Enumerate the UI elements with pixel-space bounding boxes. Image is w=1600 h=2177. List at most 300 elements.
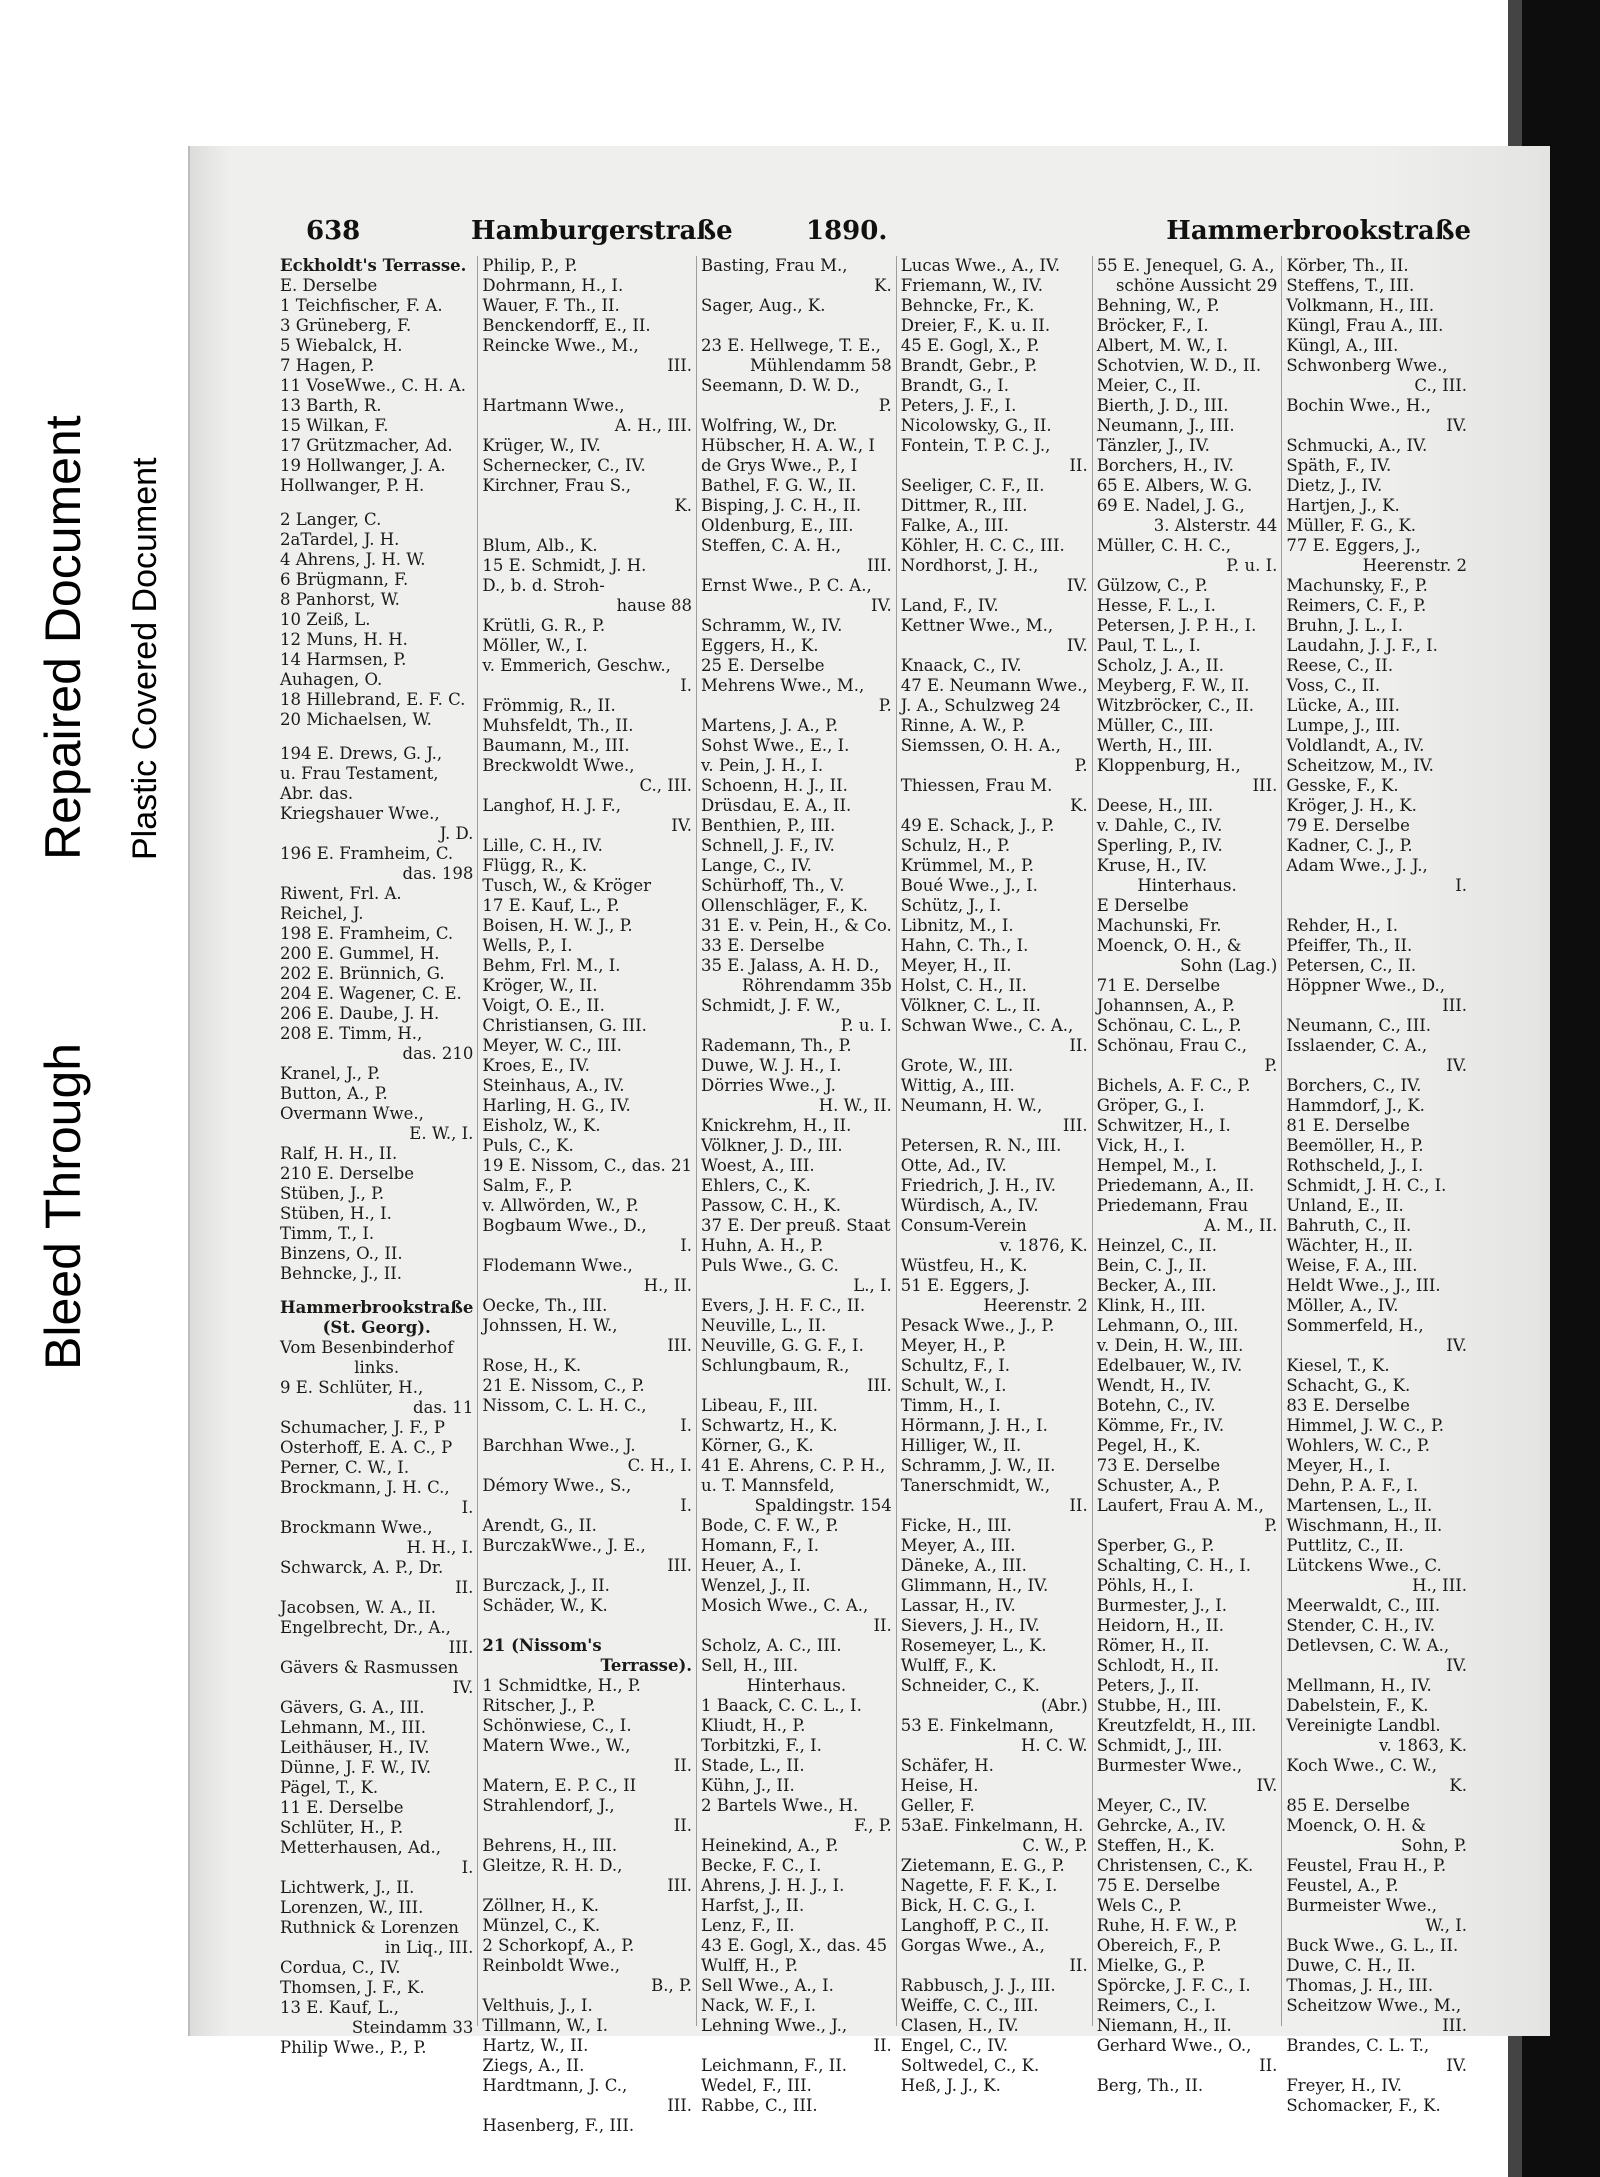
- directory-line: Volkmann, H., III.: [1286, 296, 1435, 315]
- directory-line: Timm, H., I.: [900, 1396, 1001, 1415]
- directory-line: Machunsky, F., P.: [1286, 576, 1428, 595]
- directory-line: K.: [874, 276, 892, 295]
- directory-line: Sohst Wwe., E., I.: [701, 736, 850, 755]
- directory-line: Huhn, A. H., P.: [701, 1236, 824, 1255]
- directory-line: 31 E. v. Pein, H., & Co.: [701, 916, 892, 935]
- directory-line: P.: [878, 396, 892, 415]
- directory-line: Wells, P., I.: [482, 936, 573, 955]
- directory-line: P.: [1264, 1516, 1278, 1535]
- directory-line: Démory Wwe., S.,: [482, 1476, 632, 1495]
- directory-line: Rose, H., K.: [482, 1356, 582, 1375]
- directory-line: Schmidt, J. F. W.,: [701, 996, 841, 1015]
- directory-line: 13 Barth, R.: [280, 396, 382, 415]
- directory-line: 73 E. Derselbe: [1096, 1456, 1221, 1475]
- directory-line: Rehder, H., I.: [1286, 916, 1398, 935]
- directory-line: Mielke, G., P.: [1096, 1956, 1206, 1975]
- directory-line: Krütli, G. R., P.: [482, 616, 606, 635]
- directory-line: Duwe, W. J. H., I.: [701, 1056, 842, 1075]
- directory-line: [280, 730, 473, 744]
- directory-line: Lassar, H., IV.: [900, 1596, 1016, 1615]
- directory-line: Pesack Wwe., J., P.: [900, 1316, 1055, 1335]
- directory-line: Muhsfeldt, Th., II.: [482, 716, 634, 735]
- directory-line: 41 E. Ahrens, C. P. H.,: [701, 1456, 886, 1475]
- page-number: 638: [306, 216, 361, 246]
- directory-line: Mehrens Wwe., M.,: [701, 676, 865, 695]
- directory-line: Paul, T. L., I.: [1096, 636, 1201, 655]
- directory-line: IV.: [1446, 2056, 1467, 2075]
- directory-line: Schäfer, H.: [900, 1756, 994, 1775]
- directory-line: Bichels, A. F. C., P.: [1096, 1076, 1251, 1095]
- directory-line: Kranel, J., P.: [280, 1064, 381, 1083]
- directory-line: Schmidt, J., III.: [1096, 1736, 1223, 1755]
- directory-line: Leichmann, F., II.: [701, 2056, 848, 2075]
- directory-line: Ralf, H. H., II.: [280, 1144, 398, 1163]
- directory-line: Borchers, C., IV.: [1286, 1076, 1422, 1095]
- directory-line: 3 Grüneberg, F.: [280, 316, 412, 335]
- directory-line: (St. Georg).: [322, 1318, 431, 1337]
- directory-line: 198 E. Framheim, C.: [280, 924, 454, 943]
- directory-line: 3. Alsterstr. 44: [1153, 516, 1278, 535]
- directory-line: Eggers, H., K.: [701, 636, 819, 655]
- directory-line: II.: [873, 1616, 892, 1635]
- directory-line: Terrasse).: [600, 1656, 693, 1675]
- directory-line: Hilliger, W., II.: [900, 1436, 1022, 1455]
- directory-line: Kiesel, T., K.: [1286, 1356, 1390, 1375]
- directory-line: Kirchner, Frau S.,: [482, 476, 631, 495]
- directory-line: 1 Baack, C. C. L., I.: [701, 1696, 862, 1715]
- directory-line: Binzens, O., II.: [280, 1244, 403, 1263]
- directory-line: 6 Brügmann, F.: [280, 570, 409, 589]
- directory-line: Beemöller, H., P.: [1286, 1136, 1424, 1155]
- directory-line: IV.: [1446, 416, 1467, 435]
- directory-line: Küngl, A., III.: [1286, 336, 1399, 355]
- directory-line: Land, F., IV.: [900, 596, 999, 615]
- directory-line: Burczack, J., II.: [482, 1576, 610, 1595]
- directory-line: Späth, F., IV.: [1286, 456, 1392, 475]
- directory-line: 79 E. Derselbe: [1286, 816, 1410, 835]
- directory-line: Stade, L., II.: [701, 1756, 805, 1775]
- directory-line: Körner, G., K.: [701, 1436, 814, 1455]
- directory-line: Müller, F. G., K.: [1286, 516, 1417, 535]
- directory-line: Overmann Wwe.,: [280, 1104, 424, 1123]
- directory-line: Wenzel, J., II.: [701, 1576, 811, 1595]
- directory-line: Heerenstr. 2: [1362, 556, 1467, 575]
- directory-line: Schramm, J. W., II.: [900, 1456, 1056, 1475]
- directory-line: Grote, W., III.: [900, 1056, 1014, 1075]
- directory-line: Oldenburg, E., III.: [701, 516, 854, 535]
- annotation-labels: [14, 340, 189, 1370]
- directory-line: Basting, Frau M.,: [701, 256, 848, 275]
- directory-line: Philip Wwe., P., P.: [280, 2038, 427, 2057]
- directory-line: Martensen, L., II.: [1286, 1496, 1433, 1515]
- directory-line: Schacht, G., K.: [1286, 1376, 1411, 1395]
- directory-line: Scholz, A. C., III.: [701, 1636, 842, 1655]
- directory-line: Lumpe, J., III.: [1286, 716, 1401, 735]
- directory-line: Engel, C., IV.: [900, 2036, 1009, 2055]
- directory-line: Rosemeyer, L., K.: [900, 1636, 1047, 1655]
- directory-line: 14 Harmsen, P.: [280, 650, 407, 669]
- directory-line: Boué Wwe., J., I.: [900, 876, 1038, 895]
- directory-line: Holst, C. H., II.: [900, 976, 1027, 995]
- directory-line: 11 VoseWwe., C. H. A.: [280, 376, 466, 395]
- directory-line: I.: [680, 1496, 693, 1515]
- directory-line: Wächter, H., II.: [1286, 1236, 1413, 1255]
- directory-line: 49 E. Schack, J., P.: [900, 816, 1055, 835]
- directory-line: Bröcker, F., I.: [1096, 316, 1209, 335]
- directory-line: 206 E. Daube, J. H.: [280, 1004, 440, 1023]
- directory-line: Kriegshauer Wwe.,: [280, 804, 440, 823]
- directory-line: Niemann, H., II.: [1096, 2016, 1232, 2035]
- directory-line: Lenz, F., II.: [701, 1916, 795, 1935]
- directory-line: 18 Hillebrand, E. F. C.: [280, 690, 466, 709]
- directory-line: II.: [1069, 1036, 1088, 1055]
- directory-line: Möller, W., I.: [482, 636, 588, 655]
- directory-line: Petersen, C., II.: [1286, 956, 1417, 975]
- directory-line: H. W., II.: [818, 1096, 892, 1115]
- directory-line: Hardtmann, J. C.,: [482, 2076, 628, 2095]
- directory-line: Sell Wwe., A., I.: [701, 1976, 834, 1995]
- directory-line: Bode, C. F. W., P.: [701, 1516, 839, 1535]
- directory-line: Bisping, J. C. H., II.: [701, 496, 862, 515]
- directory-line: Benthien, P., III.: [701, 816, 836, 835]
- directory-line: Hinterhaus.: [1137, 876, 1237, 895]
- directory-line: 2 Bartels Wwe., H.: [701, 1796, 859, 1815]
- directory-line: 69 E. Nadel, J. G.,: [1096, 496, 1245, 515]
- directory-line: 19 Hollwanger, J. A.: [280, 456, 446, 475]
- directory-line: Heise, H.: [900, 1776, 979, 1795]
- directory-line: H. H., I.: [406, 1538, 474, 1557]
- directory-line: 17 E. Kauf, L., P.: [482, 896, 620, 915]
- directory-line: Ollenschläger, F., K.: [701, 896, 869, 915]
- directory-line: P. u. I.: [1226, 556, 1278, 575]
- directory-line: Reincke Wwe., M.,: [482, 336, 639, 355]
- directory-line: Pöhls, H., I.: [1096, 1576, 1194, 1595]
- directory-line: Rinne, A. W., P.: [900, 716, 1026, 735]
- directory-line: IV.: [671, 816, 693, 835]
- directory-line: Arendt, G., II.: [482, 1516, 597, 1535]
- directory-line: 19 E. Nissom, C., das. 21: [482, 1156, 693, 1175]
- directory-line: 5 Wiebalck, H.: [280, 336, 403, 355]
- directory-line: Kömme, Fr., IV.: [1096, 1416, 1225, 1435]
- directory-line: Kruse, H., IV.: [1096, 856, 1208, 875]
- directory-line: Botehn, C., IV.: [1096, 1396, 1216, 1415]
- directory-line: Gehrcke, A., IV.: [1096, 1816, 1227, 1835]
- directory-line: Baumann, M., III.: [482, 736, 630, 755]
- directory-line: Wulff, H., P.: [701, 1956, 798, 1975]
- directory-line: Hammdorf, J., K.: [1286, 1096, 1425, 1115]
- directory-line: Zöllner, H., K.: [482, 1896, 600, 1915]
- directory-line: Schlüter, H., P.: [280, 1818, 404, 1837]
- directory-line: v. Emmerich, Geschw.,: [482, 656, 671, 675]
- directory-line: 2 Langer, C.: [280, 510, 382, 529]
- directory-line: 77 E. Eggers, J.,: [1286, 536, 1421, 555]
- directory-line: Mellmann, H., IV.: [1286, 1676, 1432, 1695]
- directory-line: Burmester Wwe.,: [1096, 1756, 1243, 1775]
- directory-line: Eisholz, W., K.: [482, 1116, 601, 1135]
- directory-line: Heß, J. J., K.: [900, 2076, 1001, 2095]
- directory-line: Gävers, G. A., III.: [280, 1698, 425, 1717]
- directory-line: Hinterhaus.: [746, 1676, 847, 1695]
- directory-line: 45 E. Gogl, X., P.: [900, 336, 1040, 355]
- directory-line: II.: [1069, 1496, 1088, 1515]
- directory-line: P. u. I.: [840, 1016, 892, 1035]
- directory-line: 23 E. Hellwege, T. E.,: [701, 336, 881, 355]
- directory-line: Brockmann Wwe.,: [280, 1518, 433, 1537]
- directory-line: Schult, W., I.: [900, 1376, 1007, 1395]
- directory-line: Lehmann, O., III.: [1096, 1316, 1239, 1335]
- directory-line: 11 E. Derselbe: [280, 1798, 404, 1817]
- running-head-right: Hammerbrookstraße: [1166, 216, 1471, 246]
- directory-column-3: [697, 256, 897, 2115]
- directory-line: Mühlendamm 58: [750, 356, 892, 375]
- directory-line: Gävers & Rasmussen: [280, 1658, 459, 1677]
- directory-line: C., III.: [639, 776, 693, 795]
- directory-line: Neumann, J., III.: [1096, 416, 1235, 435]
- directory-line: Sohn, P.: [1401, 1836, 1467, 1855]
- directory-line: Borchers, H., IV.: [1096, 456, 1235, 475]
- directory-line: 17 Grützmacher, Ad.: [280, 436, 453, 455]
- directory-line: (Abr.): [1041, 1696, 1088, 1715]
- directory-line: C., III.: [1414, 376, 1467, 395]
- directory-line: 200 E. Gummel, H.: [280, 944, 440, 963]
- directory-line: Geller, F.: [900, 1796, 975, 1815]
- directory-line: BurczakWwe., J. E.,: [482, 1536, 646, 1555]
- directory-line: I.: [680, 1416, 693, 1435]
- directory-line: J. D.: [439, 824, 474, 843]
- directory-line: Peters, J. F., I.: [900, 396, 1017, 415]
- directory-line: Thomsen, J. F., K.: [280, 1978, 425, 1997]
- directory-line: Reimers, C. F., P.: [1286, 596, 1427, 615]
- directory-line: Meyer, C., IV.: [1096, 1796, 1208, 1815]
- directory-line: A. M., II.: [1204, 1216, 1278, 1235]
- directory-line: Kröger, J. H., K.: [1286, 796, 1417, 815]
- directory-line: Lehmann, M., III.: [280, 1718, 427, 1737]
- directory-line: Matern, E. P. C., II: [482, 1776, 637, 1795]
- directory-line: Kloppenburg, H.,: [1096, 756, 1241, 775]
- directory-line: Wendt, H., IV.: [1096, 1376, 1212, 1395]
- directory-line: Otte, Ad., IV.: [900, 1156, 1007, 1175]
- directory-line: Schlodt, H., II.: [1096, 1656, 1220, 1675]
- directory-line: Ruhe, H. F. W., P.: [1096, 1916, 1238, 1935]
- directory-line: P.: [1264, 1056, 1278, 1075]
- directory-line: [482, 376, 692, 396]
- directory-line: 21 E. Nissom, C., P.: [482, 1376, 645, 1395]
- directory-line: Meyer, W. C., III.: [482, 1036, 622, 1055]
- directory-line: [482, 516, 692, 536]
- directory-line: 1 Schmidtke, H., P.: [482, 1676, 641, 1695]
- directory-line: Rothscheld, J., I.: [1286, 1156, 1424, 1175]
- directory-line: Abr. das.: [280, 784, 354, 803]
- directory-line: Flügg, R., K.: [482, 856, 588, 875]
- directory-line: Lucas Wwe., A., IV.: [900, 256, 1061, 275]
- directory-line: Steffen, C. A. H.,: [701, 536, 842, 555]
- directory-line: Zietemann, E. G., P.: [900, 1856, 1065, 1875]
- directory-line: Sperling, P., IV.: [1096, 836, 1223, 855]
- directory-line: Dreier, F., K. u. II.: [900, 316, 1051, 335]
- directory-line: Hempel, M., I.: [1096, 1156, 1217, 1175]
- directory-line: Hartz, W., II.: [482, 2036, 589, 2055]
- directory-line: Schwarck, A. P., Dr.: [280, 1558, 444, 1577]
- directory-line: Ernst Wwe., P. C. A.,: [701, 576, 872, 595]
- directory-line: B., P.: [651, 1976, 693, 1995]
- directory-line: Hollwanger, P. H.: [280, 476, 425, 495]
- directory-line: Kettner Wwe., M.,: [900, 616, 1054, 635]
- directory-line: 83 E. Derselbe: [1286, 1396, 1410, 1415]
- directory-line: Dabelstein, F., K.: [1286, 1696, 1429, 1715]
- directory-line: H., II.: [643, 1276, 693, 1295]
- directory-line: [280, 1284, 473, 1298]
- directory-line: Adam Wwe., J. J.,: [1286, 856, 1428, 875]
- directory-line: Feustel, Frau H., P.: [1286, 1856, 1447, 1875]
- directory-line: Thomas, J. H., III.: [1286, 1976, 1434, 1995]
- directory-line: Strahlendorf, J.,: [482, 1796, 615, 1815]
- directory-line: Schwonberg Wwe.,: [1286, 356, 1448, 375]
- directory-line: Wittig, A., III.: [900, 1076, 1015, 1095]
- directory-line: Johannsen, A., P.: [1096, 996, 1235, 1015]
- directory-line: Detlevsen, C. W. A.,: [1286, 1636, 1450, 1655]
- directory-line: I.: [1455, 876, 1467, 895]
- directory-line: Sell, H., III.: [701, 1656, 799, 1675]
- directory-line: Neuville, G. G. F., I.: [701, 1336, 864, 1355]
- directory-line: Langhof, H. J. F.,: [482, 796, 622, 815]
- directory-line: Neuville, L., II.: [701, 1316, 827, 1335]
- directory-line: Sohn (Lag.): [1180, 956, 1278, 975]
- scanned-page: [188, 146, 1550, 2135]
- directory-line: 71 E. Derselbe: [1096, 976, 1221, 995]
- directory-line: [280, 496, 473, 510]
- directory-line: Meyer, H., I.: [1286, 1456, 1391, 1475]
- directory-line: III.: [667, 356, 693, 375]
- directory-line: 1 Teichfischer, F. A.: [280, 296, 443, 315]
- directory-line: v. Pein, J. H., I.: [701, 756, 824, 775]
- directory-line: Meyer, H., P.: [900, 1336, 1007, 1355]
- directory-line: IV.: [452, 1678, 474, 1697]
- directory-line: Laudahn, J. J. F., I.: [1286, 636, 1438, 655]
- directory-line: Voigt, O. E., II.: [482, 996, 605, 1015]
- directory-line: Schramm, W., IV.: [701, 616, 843, 635]
- directory-line: Schnell, J. F., IV.: [701, 836, 835, 855]
- directory-line: Libnitz, M., I.: [900, 916, 1014, 935]
- directory-line: u. T. Mannsfeld,: [701, 1476, 835, 1495]
- directory-line: Steindamm 33: [351, 2018, 474, 2037]
- directory-line: II.: [873, 2036, 892, 2055]
- directory-line: Petersen, J. P. H., I.: [1096, 616, 1257, 635]
- directory-line: Osterhoff, E. A. C., P: [280, 1438, 453, 1457]
- directory-line: Friedrich, J. H., IV.: [900, 1176, 1056, 1195]
- directory-line: 202 E. Brünnich, G.: [280, 964, 445, 983]
- directory-line: Barchhan Wwe., J.: [482, 1436, 636, 1455]
- directory-line: Meerwaldt, C., III.: [1286, 1596, 1441, 1615]
- directory-line: 75 E. Derselbe: [1096, 1876, 1221, 1895]
- directory-line: Meyer, A., III.: [900, 1536, 1016, 1555]
- directory-line: Schlungbaum, R.,: [701, 1356, 850, 1375]
- directory-line: 43 E. Gogl, X., das. 45: [701, 1936, 888, 1955]
- directory-line: Passow, C. H., K.: [701, 1196, 841, 1215]
- directory-line: Hübscher, H. A. W., I: [701, 436, 875, 455]
- directory-line: Petersen, R. N., III.: [900, 1136, 1062, 1155]
- directory-line: Münzel, C., K.: [482, 1916, 601, 1935]
- directory-line: III.: [1252, 776, 1278, 795]
- directory-line: Tanerschmidt, W.,: [900, 1476, 1051, 1495]
- directory-line: Kühn, J., II.: [701, 1776, 795, 1795]
- directory-line: Gerhard Wwe., O.,: [1096, 2036, 1252, 2055]
- directory-line: Burmester, J., I.: [1096, 1596, 1227, 1615]
- directory-line: 208 E. Timm, H.,: [280, 1024, 423, 1043]
- directory-line: Vick, H., I.: [1096, 1136, 1186, 1155]
- directory-line: Lehning Wwe., J.,: [701, 2016, 848, 2035]
- directory-line: II.: [673, 1756, 693, 1775]
- directory-line: Krümmel, M., P.: [900, 856, 1035, 875]
- directory-line: 9 E. Schlüter, H.,: [280, 1378, 424, 1397]
- directory-line: IV.: [1446, 1656, 1467, 1675]
- directory-line: Höppner Wwe., D.,: [1286, 976, 1446, 995]
- directory-line: Nack, W. F., I.: [701, 1996, 816, 2015]
- directory-line: Siemssen, O. H. A.,: [900, 736, 1061, 755]
- directory-line: Friemann, W., IV.: [900, 276, 1043, 295]
- directory-line: Schulz, H., P.: [900, 836, 1011, 855]
- directory-line: Lichtwerk, J., II.: [280, 1878, 415, 1897]
- directory-line: Dohrmann, H., I.: [482, 276, 624, 295]
- directory-line: Machunski, Fr.: [1096, 916, 1222, 935]
- directory-line: Römer, H., II.: [1096, 1636, 1210, 1655]
- directory-line: Hammerbrookstraße: [280, 1298, 474, 1317]
- directory-line: W., I.: [1425, 1916, 1467, 1935]
- directory-line: Cordua, C., IV.: [280, 1958, 401, 1977]
- directory-line: III.: [1442, 996, 1467, 1015]
- directory-line: Knaack, C., IV.: [900, 656, 1022, 675]
- directory-line: Sommerfeld, H.,: [1286, 1316, 1424, 1335]
- directory-line: Heinzel, C., II.: [1096, 1236, 1218, 1255]
- directory-line: III.: [667, 1556, 693, 1575]
- directory-line: III.: [667, 2096, 693, 2115]
- directory-line: Kröger, W., II.: [482, 976, 598, 995]
- directory-line: Kliudt, H., P.: [701, 1716, 806, 1735]
- directory-line: Pegel, H., K.: [1096, 1436, 1201, 1455]
- directory-line: I.: [680, 1236, 693, 1255]
- directory-line: Schoenn, H. J., II.: [701, 776, 848, 795]
- directory-line: Schwan Wwe., C. A.,: [900, 1016, 1074, 1035]
- directory-line: v. 1876, K.: [999, 1236, 1088, 1255]
- directory-line: Ehlers, C., K.: [701, 1176, 811, 1195]
- directory-line: P.: [1074, 756, 1088, 775]
- directory-line: P.: [878, 696, 892, 715]
- directory-line: K.: [674, 496, 693, 515]
- directory-line: Meier, C., II.: [1096, 376, 1202, 395]
- directory-line: Schmidt, J. H. C., I.: [1286, 1176, 1447, 1195]
- directory-line: Nagette, F. F. K., I.: [900, 1876, 1058, 1895]
- directory-line: H., III.: [1412, 1576, 1467, 1595]
- directory-line: 8 Panhorst, W.: [280, 590, 400, 609]
- directory-line: Schneider, C., K.: [900, 1676, 1040, 1695]
- directory-line: Heerenstr. 2: [983, 1296, 1088, 1315]
- directory-line: das. 210: [402, 1044, 474, 1063]
- directory-line: Reichel, J.: [280, 904, 364, 923]
- directory-line: Schürhoff, Th., V.: [701, 876, 845, 895]
- directory-line: 35 E. Jalass, A. H. D.,: [701, 956, 880, 975]
- directory-line: v. 1863, K.: [1379, 1736, 1467, 1755]
- directory-line: Schomacker, F., K.: [1286, 2096, 1441, 2115]
- directory-line: Pfeiffer, Th., II.: [1286, 936, 1413, 955]
- directory-line: Benckendorff, E., II.: [482, 316, 651, 335]
- directory-line: Kroes, E., IV.: [482, 1056, 590, 1075]
- directory-line: Scheitzow, M., IV.: [1286, 756, 1434, 775]
- directory-line: D., b. d. Stroh-: [482, 576, 605, 595]
- directory-line: Harfst, J., II.: [701, 1896, 805, 1915]
- directory-line: Harling, H. G., IV.: [482, 1096, 631, 1115]
- directory-line: 37 E. Der preuß. Staat: [701, 1216, 891, 1235]
- directory-line: u. Frau Testament,: [280, 764, 439, 783]
- directory-line: I.: [461, 1858, 474, 1877]
